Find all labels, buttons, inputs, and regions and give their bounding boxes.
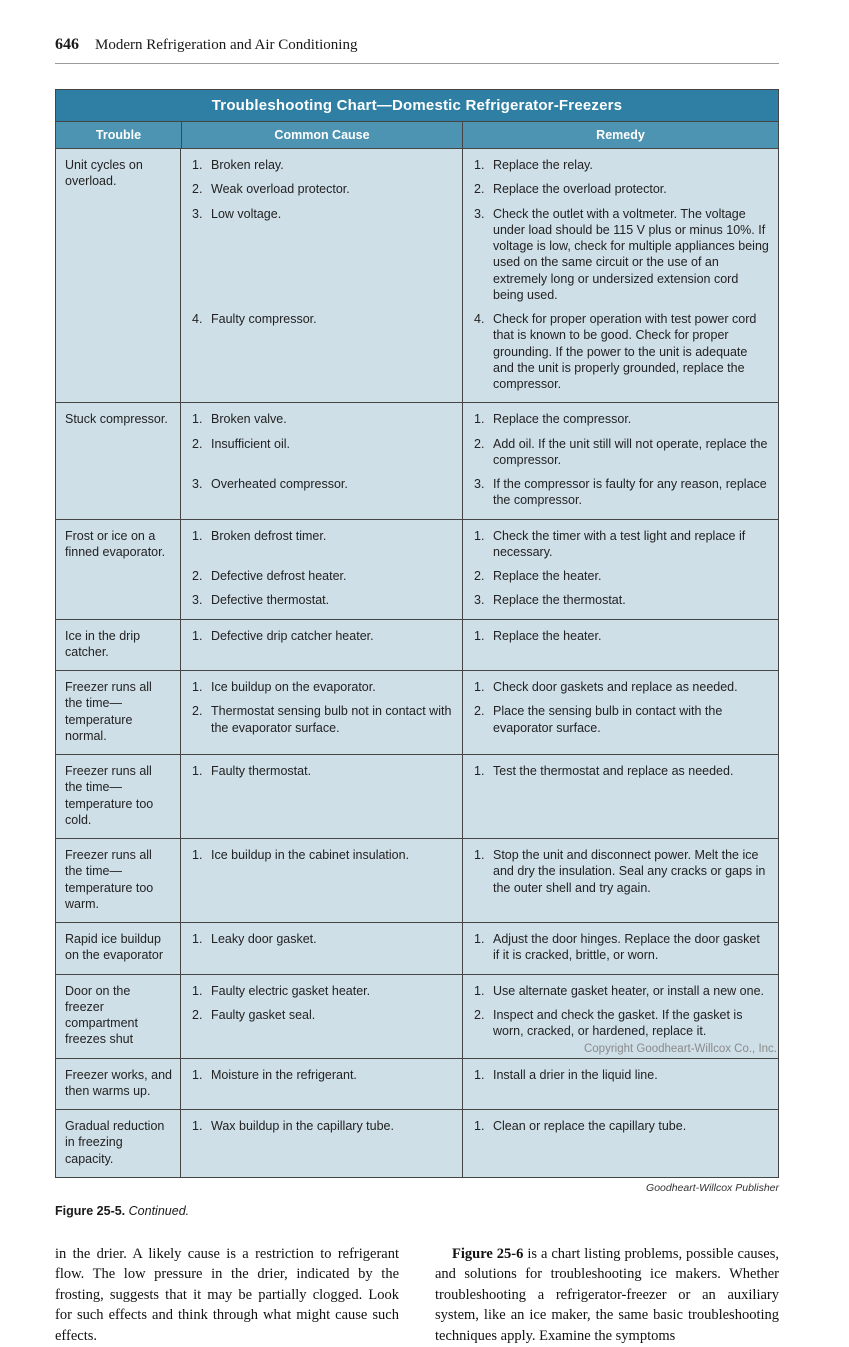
remedy-item-text: Use alternate gasket heater, or install a new one. <box>493 983 764 998</box>
item-number: 3. <box>474 593 485 608</box>
remedy-item-text: Replace the relay. <box>493 158 593 172</box>
remedy-item <box>462 620 778 671</box>
cause-item-text: Faulty electric gasket heater. <box>211 983 371 998</box>
page-number: 646 <box>55 36 79 53</box>
cause-remedy-pair <box>181 620 778 671</box>
trouble-cell: Gradual reduction in freezing capacity. <box>56 1110 181 1177</box>
remedy-item-text: Adjust the door hinges. Replace the door gasket if it is cracked, brittle, or worn. <box>493 932 760 963</box>
left-paragraph: in the drier. A likely cause is a restriction to refrigerant flow. The low pressure in the drier, indicated by the frosting, suggests that it may be partially clogged. Look for such effects and think through what might cause such effects. <box>55 1245 399 1345</box>
item-number: 1. <box>474 528 485 543</box>
remedy-item-text: Replace the thermostat. <box>493 593 626 608</box>
cause-item-text: Defective drip catcher heater. <box>211 628 374 643</box>
item-number: 1. <box>474 764 485 778</box>
cause-remedy-list <box>181 520 778 619</box>
remedy-item <box>462 588 778 618</box>
item-number: 1. <box>474 848 485 862</box>
item-number: 3. <box>474 477 485 491</box>
item-number: 1. <box>474 628 485 643</box>
remedy-item-text: If the compressor is faulty for any reason, replace the compressor. <box>493 477 767 508</box>
item-number: 3. <box>192 477 203 491</box>
cause-item-text: Faulty gasket seal. <box>211 1007 316 1022</box>
cause-item <box>181 923 462 974</box>
item-number: 1. <box>192 983 203 998</box>
item-number: 4. <box>192 312 203 326</box>
item-number: 1. <box>474 158 485 172</box>
item-number: 2. <box>192 569 203 583</box>
right-paragraph-text: is a chart listing problems, possible causes, and solutions for troubleshooting ice makers. Whether troubleshooting a refrigerator-freezer or an auxiliary system, like an ice maker, the same basic troubleshooting techniques apply. Examine the symptoms <box>435 1245 780 1345</box>
item-number: 1. <box>474 1119 485 1133</box>
cause-remedy-pair <box>181 564 778 588</box>
cause-item <box>181 755 462 838</box>
item-number: 2. <box>192 182 203 197</box>
trouble-cell: Freezer runs all the time—temperature too warm. <box>56 839 181 922</box>
item-number: 1. <box>192 412 203 427</box>
cause-item <box>181 671 462 699</box>
remedy-item-text: Clean or replace the capillary tube. <box>493 1119 687 1133</box>
trouble-cell: Rapid ice buildup on the evaporator <box>56 923 181 974</box>
cause-item-text: Ice buildup on the evaporator. <box>211 680 376 694</box>
cause-item <box>181 307 462 402</box>
remedy-item <box>462 149 778 177</box>
left-column <box>55 1244 399 1347</box>
cause-item <box>181 1003 462 1058</box>
remedy-item-text: Inspect and check the gasket. If the gasket is worn, cracked, or hardened, replace it. <box>493 1007 743 1038</box>
publisher-credit: Goodheart-Willcox Publisher <box>646 1181 779 1194</box>
remedy-item-text: Check the timer with a test light and replace if necessary. <box>493 528 746 559</box>
cause-remedy-list <box>181 620 778 671</box>
trouble-cell: Freezer runs all the time—temperature too cold. <box>56 755 181 838</box>
troubleshooting-table <box>55 89 779 1178</box>
item-number: 1. <box>474 680 485 694</box>
remedy-item-text: Replace the overload protector. <box>493 182 667 197</box>
cause-item <box>181 975 462 1003</box>
table-row <box>56 520 778 620</box>
figure-reference: Figure 25-6 <box>452 1245 524 1262</box>
cause-item <box>181 699 462 754</box>
remedy-item-text: Replace the compressor. <box>493 412 632 427</box>
cause-item-text: Overheated compressor. <box>211 477 348 491</box>
cause-item <box>181 202 462 308</box>
table-row <box>56 755 778 839</box>
cause-remedy-list <box>181 839 778 922</box>
cause-item-text: Low voltage. <box>211 206 282 221</box>
cause-remedy-pair <box>181 432 778 473</box>
remedy-item <box>462 472 778 519</box>
remedy-item <box>462 699 778 754</box>
item-number: 1. <box>192 628 203 643</box>
cause-item <box>181 839 462 922</box>
cause-remedy-list <box>181 923 778 974</box>
body-text-columns <box>55 1244 779 1347</box>
item-number: 3. <box>192 593 203 608</box>
remedy-item-text: Check door gaskets and replace as needed. <box>493 680 738 694</box>
cause-item <box>181 520 462 565</box>
cause-item-text: Defective defrost heater. <box>211 569 347 583</box>
remedy-item <box>462 564 778 588</box>
table-title: Troubleshooting Chart—Domestic Refrigerator-Freezers <box>56 90 778 122</box>
item-number: 2. <box>192 704 203 719</box>
cause-remedy-pair <box>181 588 778 618</box>
remedy-item-text: Test the thermostat and replace as needed. <box>493 764 734 778</box>
item-number: 2. <box>474 1007 485 1022</box>
table-row <box>56 1059 778 1111</box>
cause-item <box>181 177 462 201</box>
copyright-notice: Copyright Goodheart-Willcox Co., Inc. <box>583 1043 777 1055</box>
column-header-remedy: Remedy <box>462 122 778 148</box>
cause-remedy-pair <box>181 177 778 201</box>
table-row <box>56 403 778 519</box>
cause-item <box>181 472 462 519</box>
table-row <box>56 149 778 403</box>
remedy-item-text: Check for proper operation with test power cord that is known to be good. Check for proper grounding. If the power to the unit is adequate and the unit is properly grounded, replace the compressor. <box>493 312 757 391</box>
figure-caption-label: Figure 25-5. <box>55 1203 126 1218</box>
cause-remedy-pair <box>181 699 778 754</box>
cause-item <box>181 1059 462 1110</box>
column-header-trouble: Trouble <box>95 128 142 142</box>
table-row <box>56 620 778 672</box>
cause-remedy-pair <box>181 202 778 308</box>
cause-item-text: Leaky door gasket. <box>211 932 317 946</box>
remedy-item-text: Replace the heater. <box>493 569 602 583</box>
cause-item <box>181 620 462 671</box>
remedy-item <box>462 403 778 431</box>
item-number: 2. <box>474 182 485 197</box>
running-head <box>55 36 779 64</box>
item-number: 1. <box>192 932 203 946</box>
item-number: 1. <box>192 848 203 862</box>
remedy-item <box>462 202 778 308</box>
table-row <box>56 923 778 975</box>
cause-item <box>181 564 462 588</box>
remedy-item-text: Install a drier in the liquid line. <box>493 1067 658 1082</box>
trouble-cell: Ice in the drip catcher. <box>56 620 181 671</box>
table-row <box>56 839 778 923</box>
item-number: 1. <box>192 764 203 778</box>
remedy-item <box>462 671 778 699</box>
item-number: 2. <box>474 436 485 451</box>
remedy-item-text: Check the outlet with a voltmeter. The voltage under load should be 115 V plus or minus 10%. If voltage is low, check for multiple appliances being used on the same circuit or the use of an extremely long or undersized extension cord being used. <box>493 206 769 302</box>
table-header-row <box>56 122 778 149</box>
item-number: 1. <box>474 412 485 427</box>
cause-remedy-pair <box>181 472 778 519</box>
cause-item-text: Moisture in the refrigerant. <box>211 1067 357 1082</box>
item-number: 1. <box>474 983 485 998</box>
table-row <box>56 671 778 755</box>
item-number: 3. <box>192 206 203 221</box>
column-header-common-cause: Common Cause <box>181 122 462 148</box>
cause-remedy-pair <box>181 975 778 1003</box>
cause-remedy-list <box>181 1110 778 1177</box>
cause-remedy-pair <box>181 149 778 177</box>
figure-caption <box>55 1204 779 1218</box>
cause-remedy-pair <box>181 1059 778 1110</box>
remedy-item-text: Replace the heater. <box>493 628 602 643</box>
cause-item <box>181 588 462 618</box>
cause-remedy-pair <box>181 839 778 922</box>
trouble-cell: Stuck compressor. <box>56 403 181 518</box>
item-number: 1. <box>192 680 203 694</box>
remedy-item <box>462 307 778 402</box>
remedy-item <box>462 520 778 565</box>
remedy-item <box>462 1059 778 1110</box>
trouble-cell: Freezer works, and then warms up. <box>56 1059 181 1110</box>
cause-item-text: Ice buildup in the cabinet insulation. <box>211 848 410 862</box>
cause-item-text: Broken valve. <box>211 412 287 427</box>
remedy-item <box>462 432 778 473</box>
item-number: 2. <box>192 1007 203 1022</box>
cause-remedy-pair <box>181 307 778 402</box>
remedy-item <box>462 177 778 201</box>
cause-remedy-list <box>181 671 778 754</box>
remedy-item-text: Stop the unit and disconnect power. Melt the ice and dry the insulation. Seal any cracks or gaps in the outer shell and try again. <box>493 848 766 895</box>
cause-remedy-pair <box>181 671 778 699</box>
item-number: 3. <box>474 206 485 221</box>
item-number: 1. <box>192 158 203 172</box>
cause-item <box>181 1110 462 1177</box>
table-row <box>56 1110 778 1177</box>
item-number: 4. <box>474 312 485 326</box>
cause-item-text: Thermostat sensing bulb not in contact with the evaporator surface. <box>211 704 452 735</box>
trouble-cell: Unit cycles on overload. <box>56 149 181 402</box>
remedy-item <box>462 923 778 974</box>
cause-remedy-pair <box>181 923 778 974</box>
cause-item-text: Faulty compressor. <box>211 312 317 326</box>
cause-item-text: Weak overload protector. <box>211 182 350 197</box>
right-column <box>435 1244 779 1347</box>
remedy-item <box>462 1110 778 1177</box>
right-paragraph <box>435 1244 779 1347</box>
item-number: 1. <box>192 528 203 543</box>
table-body <box>56 149 778 1177</box>
cause-item-text: Insufficient oil. <box>211 436 290 451</box>
cause-remedy-pair <box>181 755 778 838</box>
item-number: 2. <box>474 569 485 583</box>
item-number: 1. <box>474 932 485 946</box>
item-number: 2. <box>192 436 203 451</box>
cause-item-text: Broken defrost timer. <box>211 528 327 543</box>
trouble-cell: Freezer runs all the time—temperature normal. <box>56 671 181 754</box>
cause-remedy-list <box>181 149 778 402</box>
item-number: 1. <box>474 1067 485 1082</box>
cause-remedy-pair <box>181 403 778 431</box>
item-number: 1. <box>192 1119 203 1133</box>
cause-item <box>181 432 462 473</box>
remedy-item-text: Place the sensing bulb in contact with the evaporator surface. <box>493 704 723 735</box>
cause-remedy-list <box>181 403 778 518</box>
cause-item-text: Wax buildup in the capillary tube. <box>211 1119 394 1133</box>
figure-caption-text: Continued. <box>128 1203 190 1218</box>
cause-item-text: Faulty thermostat. <box>211 764 312 778</box>
cause-remedy-list <box>181 1059 778 1110</box>
remedy-item <box>462 975 778 1003</box>
cause-item-text: Broken relay. <box>211 158 284 172</box>
cause-item <box>181 149 462 177</box>
remedy-item-text: Add oil. If the unit still will not operate, replace the compressor. <box>493 436 768 467</box>
item-number: 2. <box>474 704 485 719</box>
item-number: 1. <box>192 1067 203 1082</box>
cause-remedy-list <box>181 755 778 838</box>
cause-item <box>181 403 462 431</box>
trouble-cell: Door on the freezer compartment freezes shut <box>56 975 181 1058</box>
cause-remedy-pair <box>181 520 778 565</box>
remedy-item <box>462 839 778 922</box>
remedy-item <box>462 755 778 838</box>
cause-remedy-pair <box>181 1110 778 1177</box>
running-title: Modern Refrigeration and Air Conditioning <box>95 37 358 53</box>
trouble-cell: Frost or ice on a finned evaporator. <box>56 520 181 619</box>
cause-item-text: Defective thermostat. <box>211 593 330 608</box>
